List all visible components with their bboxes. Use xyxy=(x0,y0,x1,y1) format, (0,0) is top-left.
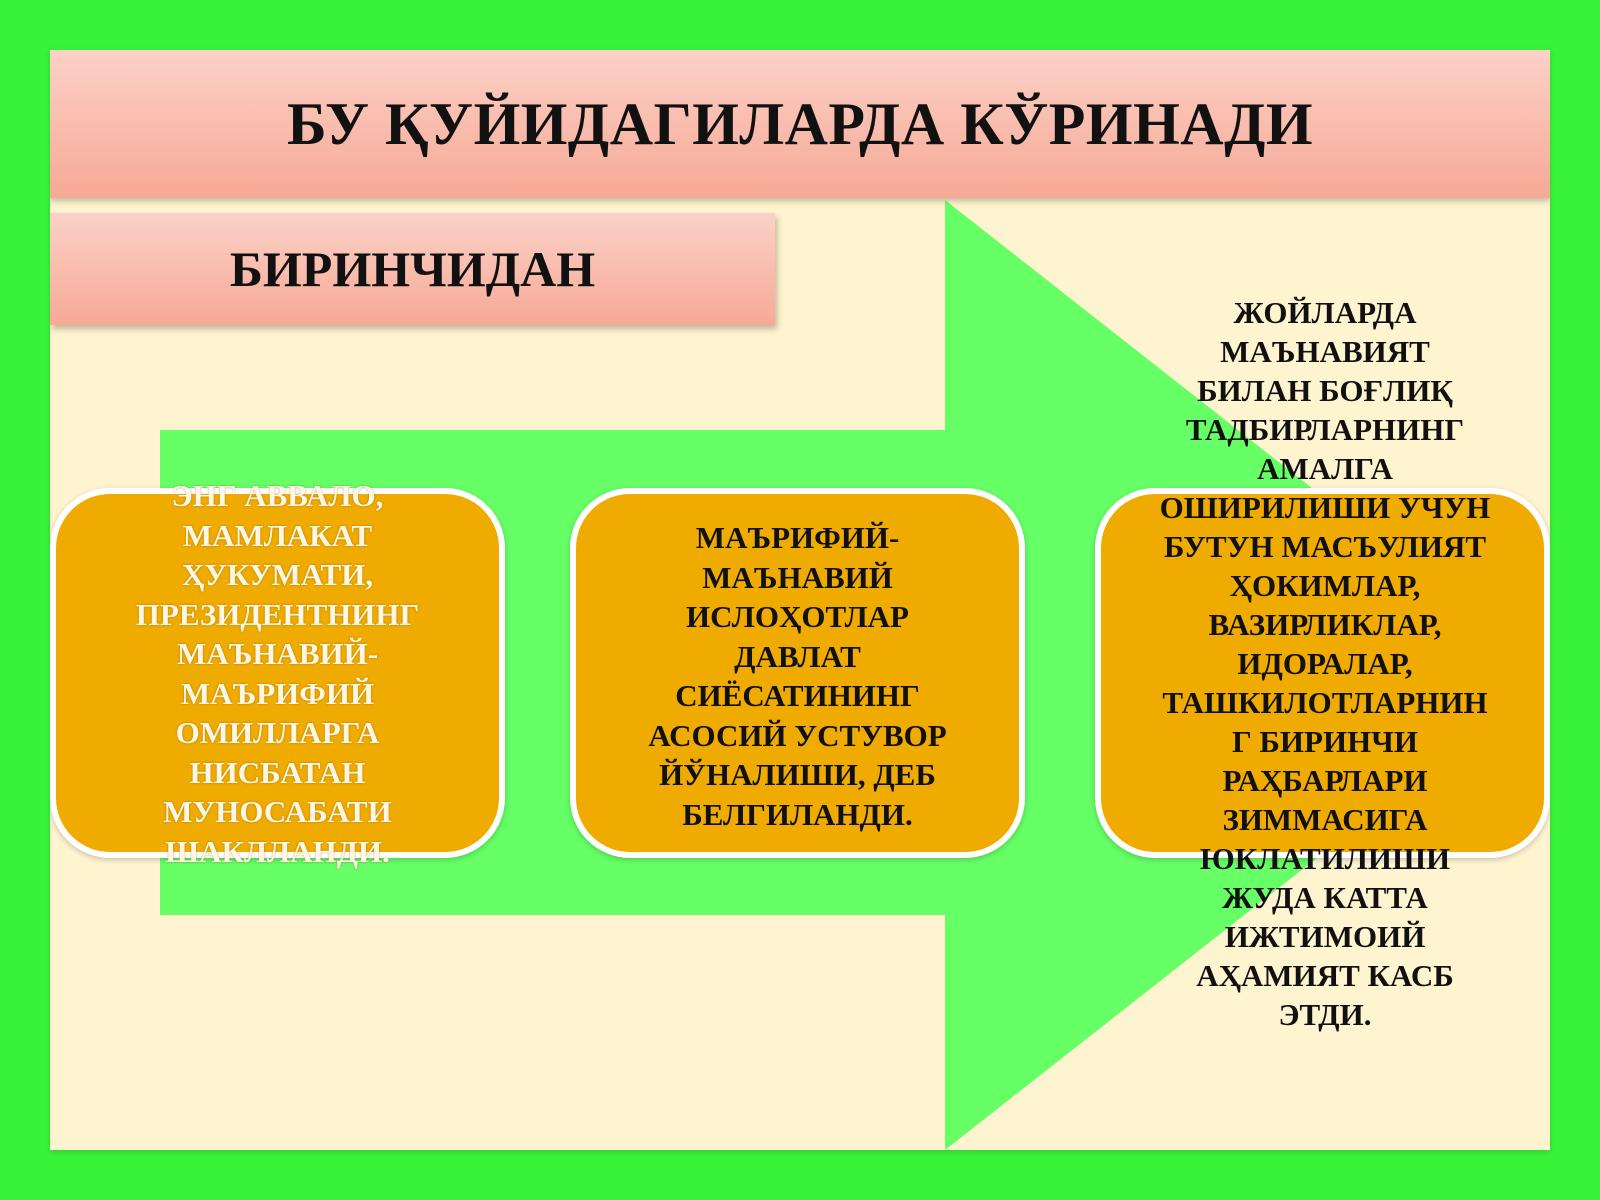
text-line: ЙЎНАЛИШИ, ДЕБ xyxy=(659,757,936,792)
step-box-2 xyxy=(570,488,1025,858)
text-line: ВАЗИРЛИКЛАР, xyxy=(1208,607,1442,642)
text-line: ЮКЛАТИЛИШИ xyxy=(1199,841,1451,876)
text-line: ОШИРИЛИШИ УЧУН xyxy=(1159,490,1491,525)
subtitle-bar xyxy=(50,213,775,325)
text-line: МУНОСАБАТИ xyxy=(163,794,392,829)
text-line: МАЪНАВИЯТ xyxy=(1220,334,1430,369)
text-line: МАЪНАВИЙ xyxy=(702,559,893,595)
text-line: СИЁСАТИНИНГ xyxy=(675,678,920,713)
text-line: РАҲБАРЛАРИ xyxy=(1222,763,1428,798)
slide-title: БУ ҚУЙИДАГИЛАРДА КЎРИНАДИ xyxy=(286,90,1314,157)
text-line: Г БИРИНЧИ xyxy=(1231,724,1419,759)
step-box-2-text xyxy=(576,518,1019,834)
text-line: ОМИЛЛАРГА xyxy=(175,715,380,750)
text-line: ДАВЛАТ xyxy=(734,638,861,674)
text-line: АҲАМИЯТ КАСБ xyxy=(1196,958,1454,993)
text-line: ҲУКУМАТИ, xyxy=(181,557,374,592)
text-line: ЖОЙЛАРДА xyxy=(1233,295,1417,330)
text-line: МАЪРИФИЙ xyxy=(180,675,375,711)
title-bar xyxy=(50,50,1550,198)
text-line: МАЪНАВИЙ- xyxy=(176,636,379,671)
text-line: БЕЛГИЛАНДИ. xyxy=(682,796,913,832)
step-box-3-text xyxy=(1105,293,1545,1034)
text-line: ПРЕЗИДЕНТНИНГ xyxy=(135,596,420,632)
slide-panel xyxy=(50,50,1550,1150)
text-line: ЭНГ АВВАЛО, xyxy=(171,478,384,513)
text-line: ЗИММАСИГА xyxy=(1222,802,1428,837)
text-line: НИСБАТАН xyxy=(189,754,366,790)
text-line: МАЪРИФИЙ- xyxy=(695,520,900,555)
text-line: БУТУН МАСЪУЛИЯТ xyxy=(1163,529,1487,564)
step-box-1-text xyxy=(56,476,499,871)
text-line: ТАДБИРЛАРНИНГ xyxy=(1185,412,1465,447)
text-line: ИЖТИМОИЙ xyxy=(1224,919,1426,954)
text-line: ЖУДА КАТТА xyxy=(1222,880,1428,915)
text-line: ҲОКИМЛАР, xyxy=(1229,568,1421,603)
section-label: БИРИНЧИДАН xyxy=(229,241,596,297)
text-line: ИСЛОҲОТЛАР xyxy=(686,599,909,634)
text-line: ИДОРАЛАР, xyxy=(1237,646,1413,681)
text-line: БИЛАН БОҒЛИҚ xyxy=(1197,373,1453,408)
text-line: ЭТДИ. xyxy=(1278,997,1372,1032)
text-line: МАМЛАКАТ xyxy=(182,517,373,553)
step-box-1 xyxy=(50,478,505,869)
text-line: АМАЛГА xyxy=(1257,451,1393,486)
text-line: ШАКЛЛАНДИ. xyxy=(165,833,390,869)
text-line: АСОСИЙ УСТУВОР xyxy=(648,717,947,753)
text-line: ТАШКИЛОТЛАРНИН xyxy=(1162,685,1488,720)
